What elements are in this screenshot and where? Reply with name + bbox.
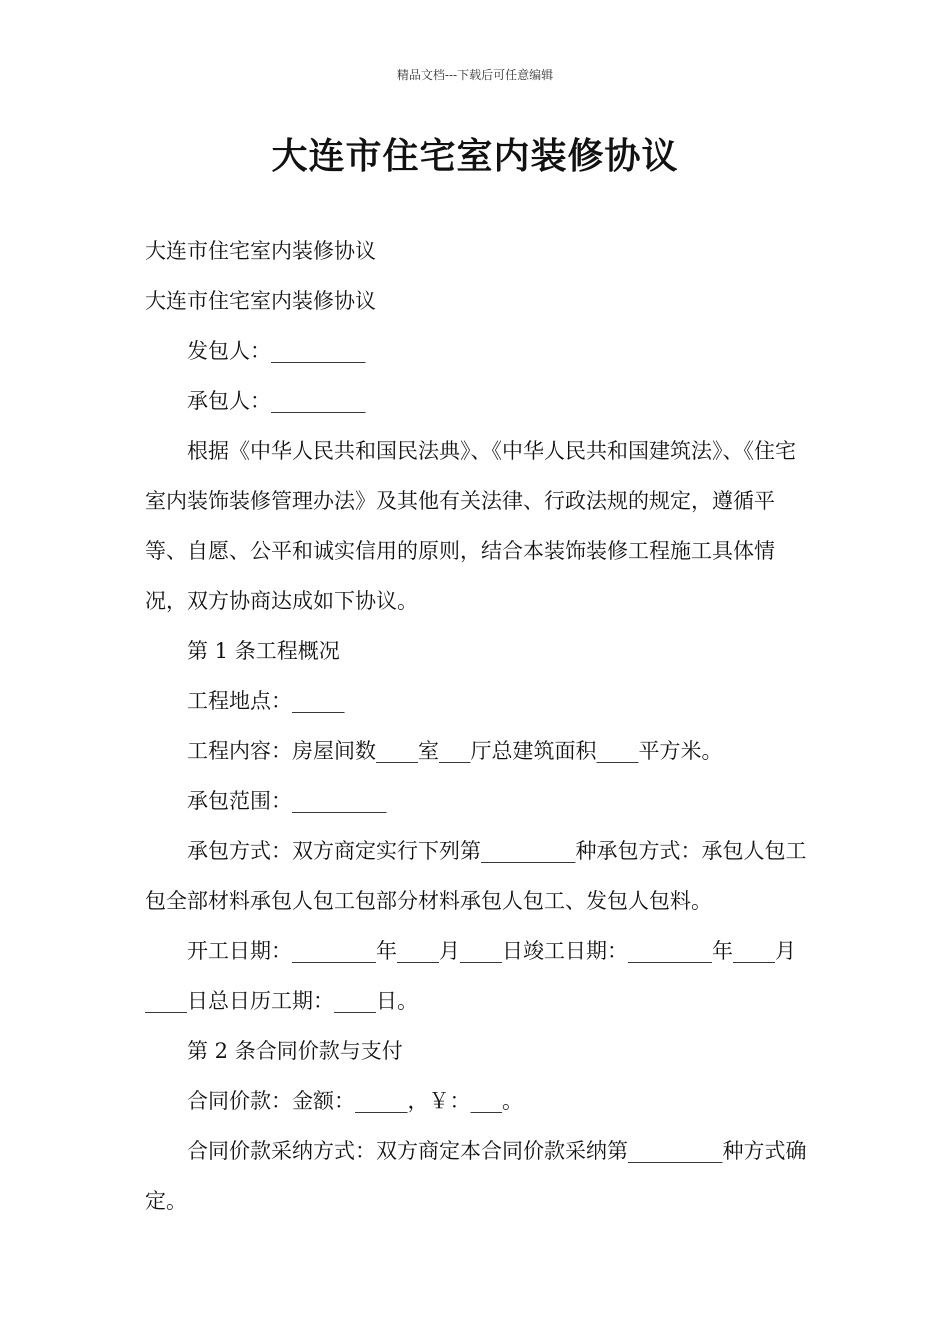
section-heading-2: 第 2 条合同价款与支付: [187, 1039, 403, 1063]
paragraph-contract-mode: 承包方式：双方商定实行下列第_________种承包方式：承包人包工包全部材料承包人包工包部分材料承包人包工、发包人包料。: [145, 839, 807, 913]
paragraph-contractor: 承包人：_________: [187, 389, 366, 413]
document-body: [145, 226, 810, 1226]
document-title: 大连市住宅室内装修协议: [271, 136, 679, 177]
section-heading-1: 第 1 条工程概况: [187, 639, 340, 663]
paragraph-preamble: 根据《中华人民共和国民法典》、《中华人民共和国建筑法》、《住宅室内装饰装修管理办法》及其他有关法律、行政法规的规定，遵循平等、自愿、公平和诚实信用的原则，结合本装饰装修工程施工具体情况，双方协商达成如下协议。: [145, 439, 796, 613]
paragraph-subtitle-1: 大连市住宅室内装修协议: [145, 239, 376, 263]
paragraph-price: 合同价款：金额：_____，￥：___。: [187, 1089, 523, 1113]
paragraph-price-method: 合同价款采纳方式：双方商定本合同价款采纳第_________种方式确定。: [145, 1139, 807, 1213]
paragraph-scope: 承包范围：_________: [187, 789, 387, 813]
paragraph-location: 工程地点：_____: [187, 689, 345, 713]
paragraph-subtitle-2: 大连市住宅室内装修协议: [145, 289, 376, 313]
header-note: 精品文档---下载后可任意编辑: [396, 68, 554, 82]
paragraph-content: 工程内容：房屋间数____室___厅总建筑面积____平方米。: [187, 739, 723, 763]
paragraph-dates: 开工日期：________年____月____日竣工日期：________年____月____日总日历工期：____日。: [145, 939, 796, 1013]
paragraph-employer: 发包人：_________: [187, 339, 366, 363]
